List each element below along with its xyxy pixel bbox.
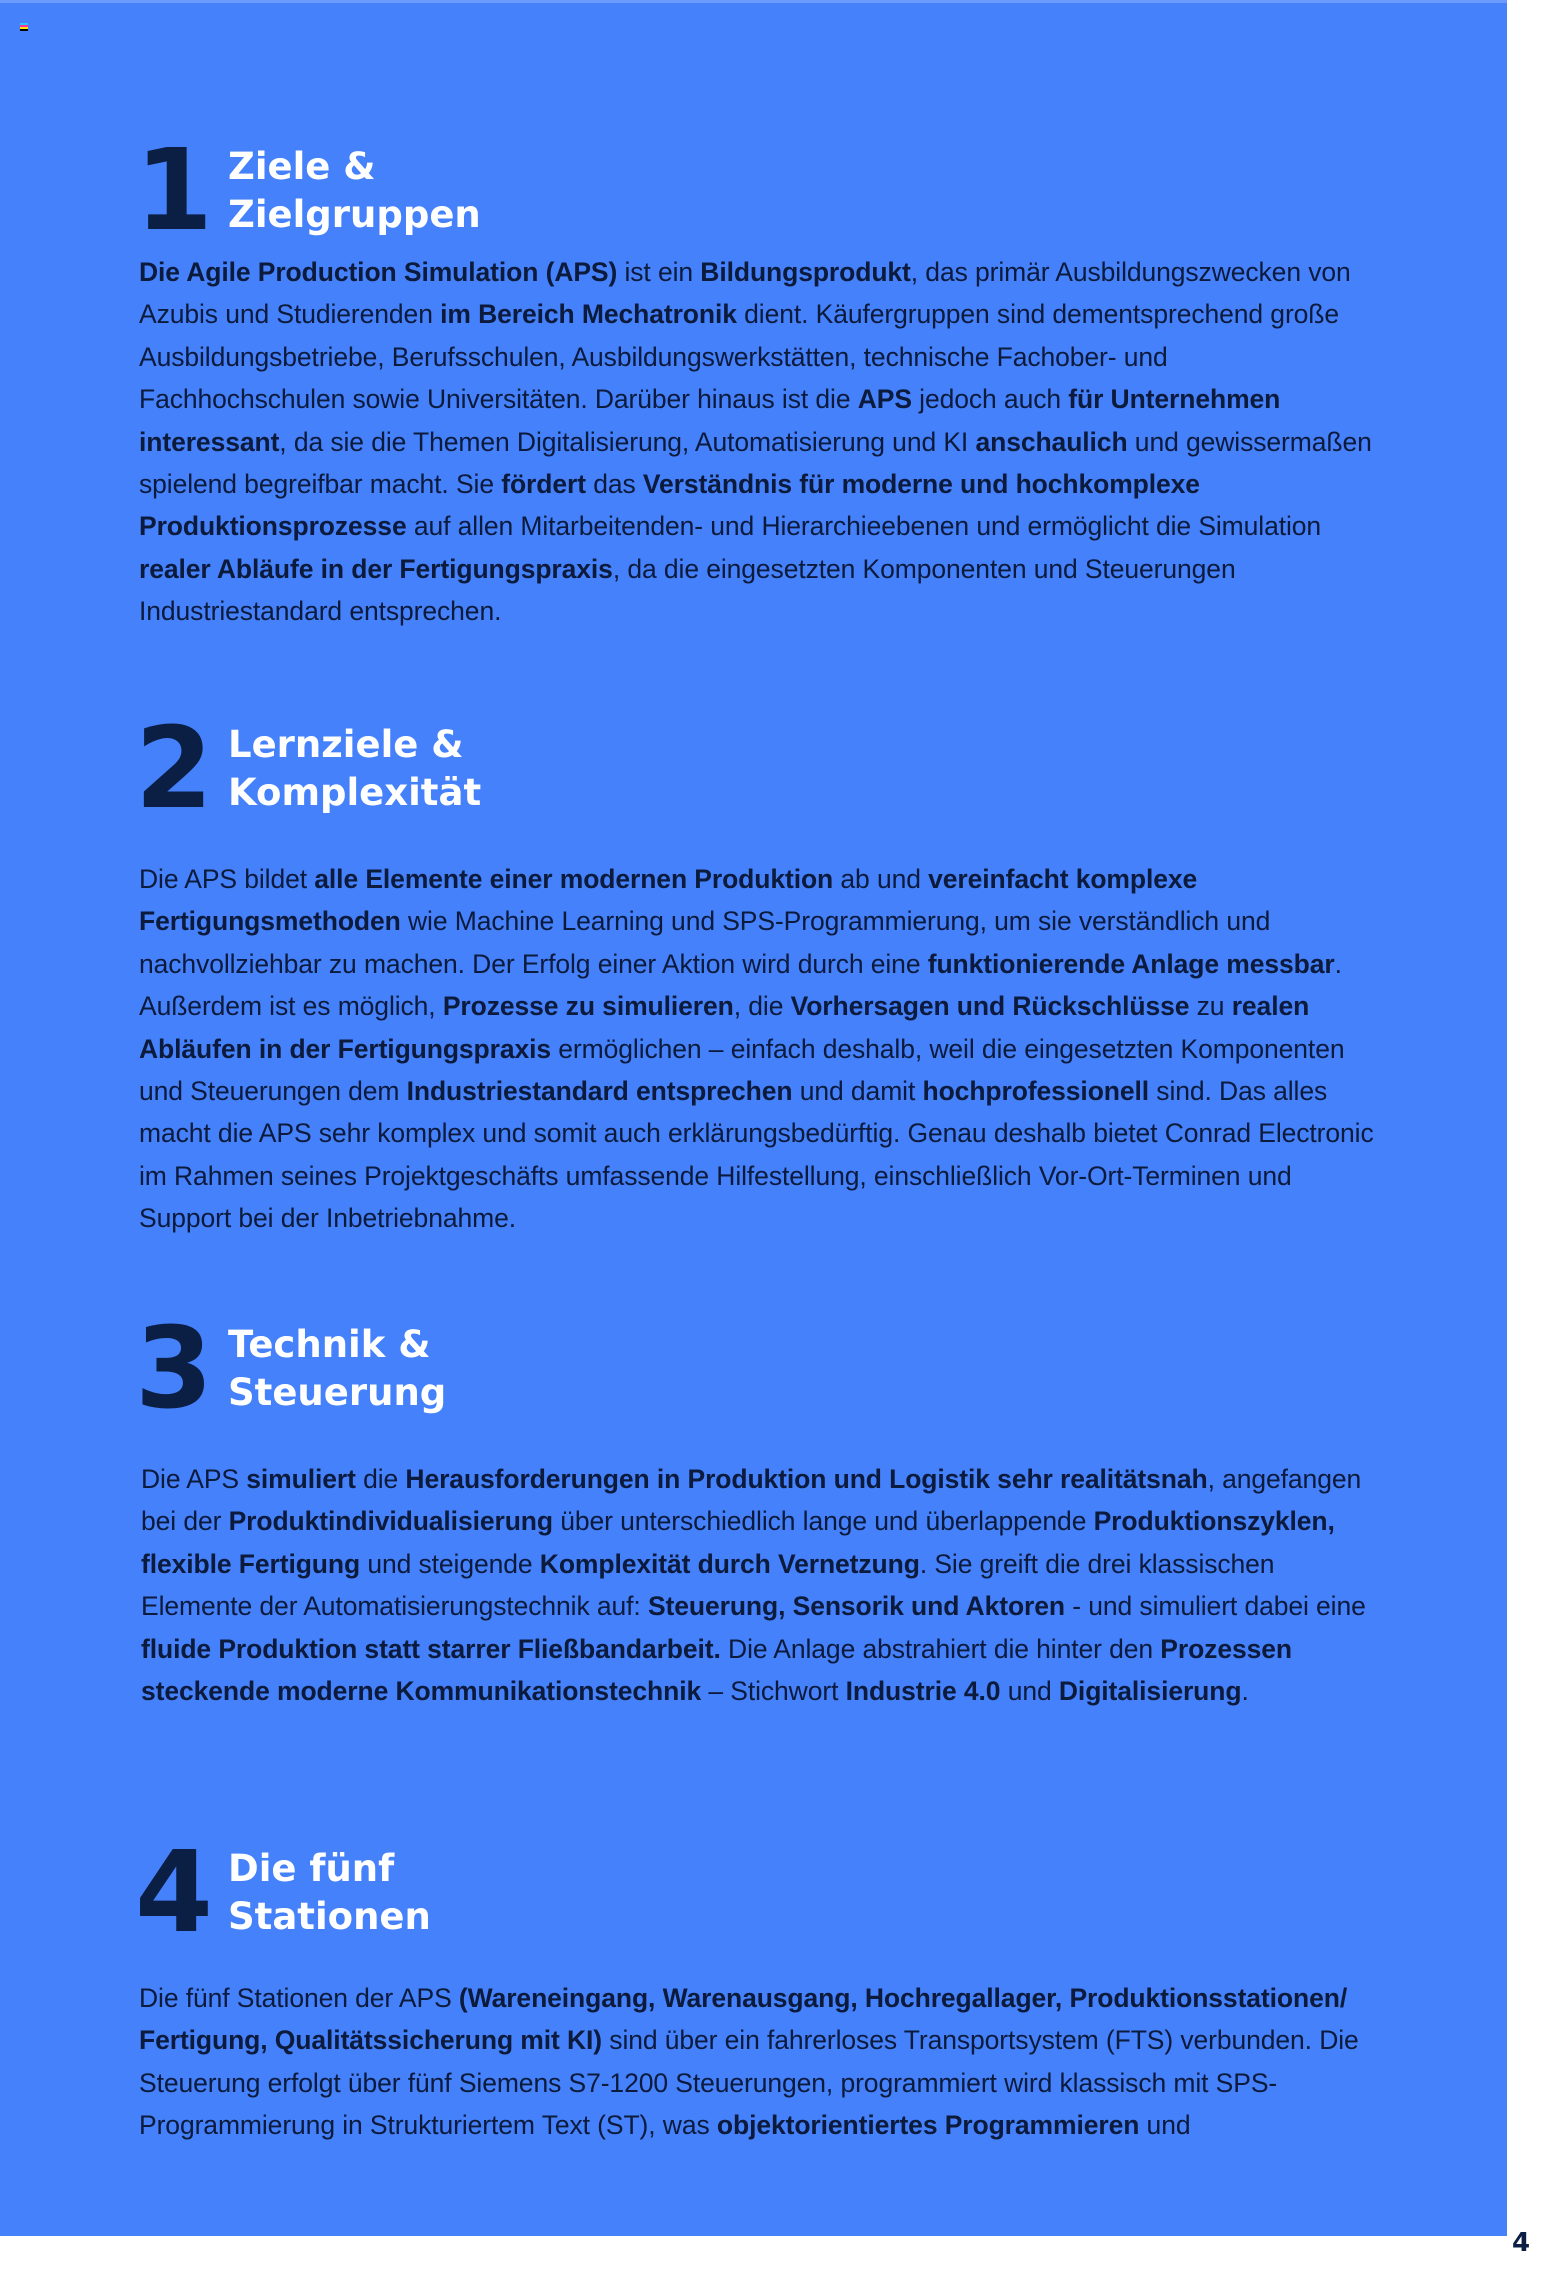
section-title-line-1: Die fünf — [228, 1847, 395, 1890]
emphasis-text: Industriestandard entsprechen — [406, 1076, 793, 1107]
body-text: , angefangen bei der — [141, 1464, 1362, 1537]
emphasis-text: simuliert — [246, 1464, 356, 1494]
body-text: die — [355, 1464, 406, 1494]
body-text: wie Machine Learning und SPS-Programmierung, um sie verständlich und nachvollziehbar zu machen. Der Erfolg einer Aktion wird durch eine — [139, 906, 1271, 979]
body-text: , da die eingesetzten Komponenten und Steuerungen Industriestandard entsprechen. — [139, 553, 1236, 627]
body-text: und steigende — [360, 1548, 540, 1579]
emphasis-text: Verständnis für moderne und hochkomplexe Produktionsprozesse — [139, 469, 1200, 542]
body-text: Die APS bildet — [139, 864, 315, 894]
emphasis-text: Digitalisierung — [1058, 1676, 1242, 1707]
emphasis-text: funktionierende Anlage messbar — [927, 948, 1335, 979]
emphasis-text: vereinfacht komplexe Fertigungsmethoden — [139, 864, 1198, 937]
section-number: 1 — [135, 126, 209, 256]
emphasis-text: fluide Produktion statt starrer Fließbandarbeit. — [141, 1633, 721, 1664]
body-text: sind. Das alles macht die APS sehr komplex und somit auch erklärungsbedürftig. Genau deshalb bietet Conrad Electronic im Rahmen seines Projektgeschäfts umfassende Hilfestellung, einschließlich Vor-Ort-Terminen und Support bei der Inbetriebnahme. — [139, 1076, 1374, 1234]
emphasis-text: anschaulich — [975, 426, 1128, 457]
body-text: ab und — [833, 864, 929, 894]
emphasis-text: Die Agile Production Simulation (APS) — [139, 257, 618, 287]
section-title-line-2: Komplexität — [228, 771, 482, 814]
section-title-line-2: Steuerung — [228, 1371, 447, 1414]
body-text: . — [1241, 1676, 1249, 1707]
section-title — [228, 143, 481, 239]
emphasis-text: Bildungsprodukt — [700, 257, 911, 287]
body-text: – Stichwort — [701, 1676, 846, 1707]
section-title — [228, 721, 481, 817]
emphasis-text: im Bereich Mechatronik — [440, 299, 737, 330]
section-title-line-1: Ziele & — [228, 145, 376, 188]
body-text: zu — [1189, 991, 1232, 1022]
section-title-line-2: Stationen — [228, 1895, 431, 1938]
body-text: dient. Käufergruppen sind dementsprechend große Ausbildungsbetriebe, Berufsschulen, Ausbildungswerkstätten, technische Fachober- und Fachhochschulen sowie Universitäten. Darüber hinaus ist die — [139, 299, 1340, 415]
emphasis-text: APS — [857, 384, 912, 415]
emphasis-text: fördert — [501, 469, 586, 500]
page-number: 4 — [1512, 2228, 1531, 2258]
emphasis-text: realer Abläufe in der Fertigungspraxis — [139, 553, 613, 584]
body-text: und damit — [792, 1076, 923, 1107]
section-number: 4 — [135, 1828, 209, 1958]
emphasis-text: alle Elemente einer modernen Produktion — [314, 864, 834, 894]
emphasis-text: Steuerung, Sensorik und Aktoren — [647, 1591, 1065, 1622]
body-text: Die fünf Stationen der APS — [139, 1983, 459, 2013]
emphasis-text: Prozessen steckende moderne Kommunikationstechnik — [141, 1633, 1292, 1707]
section-number: 2 — [135, 704, 209, 834]
emphasis-text: hochprofessionell — [922, 1076, 1150, 1107]
body-text: Die APS — [141, 1464, 247, 1494]
body-text: auf allen Mitarbeitenden- und Hierarchieebenen und ermöglicht die Simulation — [406, 511, 1322, 542]
section-body — [139, 1977, 1379, 2147]
body-text: sind über ein fahrerloses Transportsystem (FTS) verbunden. Die Steuerung erfolgt über fünf Siemens S7-1200 Steuerungen, programmiert wird klassisch mit SPS-Programmierung in Strukturiertem Text (ST), was — [139, 2025, 1359, 2141]
emphasis-text: realen Abläufen in der Fertigungspraxis — [139, 991, 1310, 1064]
section-title-line-1: Lernziele & — [228, 723, 464, 766]
section-title-line-1: Technik & — [228, 1323, 431, 1366]
section-title-line-2: Zielgruppen — [228, 193, 481, 236]
section-number: 3 — [135, 1304, 209, 1434]
section-header — [135, 126, 1379, 256]
section-die-fuenf-stationen — [135, 1828, 1379, 2147]
body-text: ermöglichen – einfach deshalb, weil die eingesetzten Komponenten und Steuerungen dem — [139, 1033, 1345, 1107]
body-text: und — [1139, 2110, 1191, 2141]
body-text: jedoch auch — [911, 384, 1069, 415]
section-ziele-zielgruppen — [135, 126, 1379, 633]
body-text: , da sie die Themen Digitalisierung, Automatisierung und KI — [279, 426, 976, 457]
section-technik-steuerung — [135, 1304, 1379, 1712]
section-body — [141, 1458, 1379, 1712]
emphasis-text: Vorhersagen und Rückschlüsse — [790, 991, 1190, 1022]
body-text: . Sie greift die drei klassischen Elemente der Automatisierungstechnik auf: — [141, 1548, 1275, 1622]
section-title — [228, 1845, 431, 1941]
body-text: , die — [733, 991, 791, 1022]
body-text: und — [1000, 1676, 1059, 1707]
body-text: - und simuliert dabei eine — [1065, 1591, 1366, 1622]
emphasis-text: Prozesse zu simulieren — [442, 991, 734, 1022]
emphasis-text: (Wareneingang, Warenausgang, Hochregallager, Produktionsstationen/ Fertigung, Qualitätssicherung mit KI) — [139, 1983, 1348, 2056]
body-text: , das primär Ausbildungszwecken von Azubis und Studierenden — [139, 257, 1351, 330]
section-title — [228, 1321, 446, 1417]
body-text: . Außerdem ist es möglich, — [139, 948, 1342, 1022]
body-text: das — [585, 469, 643, 500]
emphasis-text: objektorientiertes Programmieren — [716, 2110, 1140, 2141]
body-text: über unterschiedlich lange und überlappende — [552, 1506, 1094, 1537]
emphasis-text: Herausforderungen in Produktion und Logistik sehr realitätsnah — [405, 1464, 1208, 1494]
emphasis-text: Komplexität durch Vernetzung — [539, 1548, 920, 1579]
body-text: und gewissermaßen spielend begreifbar macht. Sie — [139, 426, 1372, 500]
body-text: ist ein — [617, 257, 701, 287]
emphasis-text: für Unternehmen interessant — [139, 384, 1281, 457]
section-body — [139, 251, 1379, 633]
section-header — [135, 1828, 1379, 1958]
print-color-mark-icon — [20, 23, 28, 31]
emphasis-text: Produktionszyklen, flexible Fertigung — [141, 1506, 1335, 1579]
emphasis-text: Industrie 4.0 — [845, 1676, 1001, 1707]
section-lernziele-komplexitaet — [135, 704, 1379, 1240]
body-text: Die Anlage abstrahiert die hinter den — [720, 1633, 1161, 1664]
emphasis-text: Produktindividualisierung — [228, 1506, 553, 1537]
section-header — [135, 1304, 1379, 1434]
section-header — [135, 704, 1379, 834]
section-body — [139, 858, 1379, 1240]
